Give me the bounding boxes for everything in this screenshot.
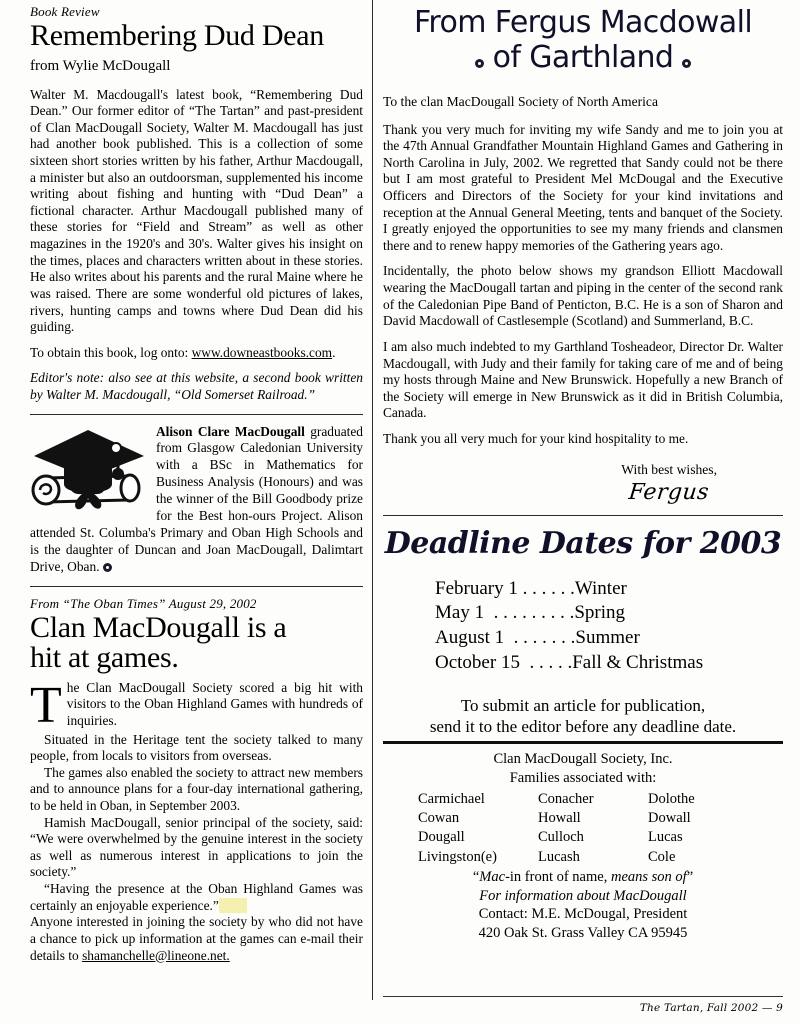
games-paragraph: Hamish MacDougall, senior principal of the society, said: “We were overwhelmed by the genuine interest in the society as well as numerous interest in applications to join the society.” [30, 814, 363, 880]
deadline-list [435, 577, 783, 676]
games-quote-paragraph [30, 881, 363, 914]
article-graduation [30, 424, 363, 576]
family-name: Livingston(e) [418, 848, 497, 865]
book-review-kicker: Book Review [30, 4, 100, 19]
letter-paragraph: Thank you all very much for your kind hospitality to me. [383, 430, 689, 446]
obtain-prefix: To obtain this book, log onto: [30, 344, 192, 360]
divider-after-graduation [30, 586, 363, 587]
mac-meaning-note [383, 868, 783, 887]
society-families-label: Families associated with: [509, 770, 657, 787]
games-headline-line1: Clan MacDougall is a [30, 610, 287, 644]
society-contact-line: Contact: M.E. McDougal, President [478, 906, 688, 923]
book-review-byline: from Wylie McDougall [30, 57, 171, 74]
games-lead-paragraph [30, 676, 363, 734]
mac-word: Mac [479, 868, 506, 885]
family-name: Dowall [648, 810, 691, 827]
deadline-row: October 15 . . . . .Fall & Christmas [435, 651, 704, 673]
letter-signoff: With best wishes, [621, 461, 717, 477]
games-lead-text: he Clan MacDougall Society scored a big hit with visitors to the Oban Highland Games with hundreds of inquiries. [66, 679, 363, 728]
graduation-text-part1: graduated from Glasgow Caledonian University with a BSc in Mathematics for Business Analysis (Honours) and was the winner of the Bill Goodbody prize for the Best hon- [156, 423, 363, 524]
family-name: Lucash [538, 848, 580, 865]
family-name: Cowan [418, 810, 460, 827]
games-headline [30, 610, 363, 675]
deadline-title: Deadline Dates for 2003 [384, 525, 782, 561]
downeastbooks-link[interactable]: www.downeastbooks.com [191, 344, 333, 360]
graduation-cap-diploma-icon [30, 426, 148, 522]
family-name: Lucas [648, 829, 683, 846]
graduation-text-part2: ours Project. Alison attended St. Columba's Primary and Oban High Schools and is the daughter of Duncan and Joan MacDougall, Dalimtart Drive, Oban. [30, 508, 363, 574]
letter-paragraph: I am also much indebted to my Garthland Tosheadeor, Director Dr. Walter Macdougall, with Judy and their family for taking care of me and of being my hosts through Maine and New Brunswick. Hopefully a new Branch of the Society will emerge in New Brunswick as it did in British Columbia, Canada. [383, 338, 783, 421]
games-headline-line2: hit at games. [30, 641, 179, 675]
closing-prefix: Anyone interested in joining the society by who did not have a chance to pick up information at the games can e-mail their details to [30, 914, 363, 963]
mac-note-mid: -in front of name, [505, 868, 611, 885]
letter-signature: Fergus [627, 479, 711, 505]
drop-cap: T [30, 676, 62, 734]
family-name: Dougall [418, 829, 465, 846]
family-name: Cole [648, 848, 676, 865]
article-fergus-letter [383, 6, 783, 505]
submit-line-1: To submit an article for publication, [460, 696, 706, 716]
graduate-name: Alison Clare MacDougall [156, 423, 305, 439]
submit-article-note [383, 695, 783, 737]
deadline-row: May 1 . . . . . . . . .Spring [435, 602, 625, 624]
games-paragraph: The games also enabled the society to attract new members and to announce plans for a four-day international gathering, to be held in Oban, in September 2003. [30, 764, 363, 814]
article-book-review [30, 4, 363, 404]
rosette-ornament-icon [682, 59, 691, 68]
submit-line-2: send it to the editor before any deadline date. [429, 717, 737, 737]
means-son-of: means son of [610, 868, 687, 885]
book-review-headline: Remembering Dud Dean [30, 19, 324, 52]
right-column [383, 0, 783, 1023]
games-source-line: From “The Oban Times” August 29, 2002 [30, 595, 257, 611]
book-review-body: Walter M. Macdougall's latest book, “Remembering Dud Dean.” Our former editor of “The Tartan” and past-president of Clan MacDougall Society, Walter M. Macdougall has just had another book published. This is a collection of some sixteen short stories written by his father, Arthur Macdougall, a minister but also an outdoorsman, supplemented his income writing about fishing and hunting with “Dud Dean” a fictional character. Arthur Macdougall published many of these stories for “Field and Stream” as well as other magazines in the 1920's and 30's. Walter gives his insight on the times, places and characters written about in these stories. He also writes about his parents and the rural Maine where he was raised. There are some wonderful old pictures of lakes, rivers, hunting camps and towns where Dud Dean did his guiding. [30, 86, 363, 335]
deadline-dates-box [383, 526, 783, 738]
games-closing-paragraph [30, 914, 363, 964]
letter-title-line1: From Fergus Macdowall [413, 5, 753, 40]
divider-after-book-review [30, 414, 363, 415]
society-info-line: For information about MacDougall [479, 887, 687, 904]
contact-email-link[interactable]: shamanchelle@lineone.net. [82, 947, 230, 963]
society-address-line: 420 Oak St. Grass Valley CA 95945 [478, 925, 688, 942]
book-review-obtain-line [30, 345, 363, 362]
deadline-row: February 1 . . . . . .Winter [435, 577, 627, 599]
editors-note: Editor's note: also see at this website, a second book written by Walter M. Macdougall, “Old Somerset Railroad.” [30, 370, 363, 402]
quote-close: ” [686, 868, 694, 885]
family-name: Dolothe [648, 791, 695, 808]
family-name: Howall [538, 810, 581, 827]
rosette-ornament-icon [475, 59, 484, 68]
society-block [383, 750, 783, 943]
divider-thick-before-society [383, 741, 783, 744]
quote-open: “ [472, 868, 480, 885]
obtain-suffix: . [332, 344, 336, 360]
society-name: Clan MacDougall Society, Inc. [493, 751, 673, 768]
page-footer: The Tartan, Fall 2002 — 9 [639, 1002, 783, 1014]
society-notes [383, 868, 783, 943]
column-divider [372, 0, 373, 1000]
letter-title-line2 [383, 41, 783, 76]
article-oban-games [30, 596, 363, 965]
games-paragraph: Situated in the Heritage tent the society talked to many people, from locals to visitors from overseas. [30, 731, 363, 764]
letter-paragraph: Thank you very much for inviting my wife Sandy and me to join you at the 47th Annual Grandfather Mountain Highland Games and Gathering in North Carolina in July, 2002. We regretted that Sandy could not be there but I am most grateful to President Mel McDougal and the Executive Officers and Directors of the Society for your kind invitations and reception at the Annual General Meeting, tents and banquet of the Society. I greatly enjoyed the opportunities to see my many friends and clansmen there and to renew happy memories of the Gathering years ago. [383, 121, 783, 253]
families-grid [383, 790, 783, 867]
family-name: Conacher [538, 791, 594, 808]
left-column [30, 0, 363, 1023]
family-name: Culloch [538, 829, 584, 846]
letter-title [383, 6, 783, 76]
rosette-ornament-icon [103, 563, 112, 572]
footer-divider [383, 996, 783, 997]
divider-after-letter [383, 515, 783, 516]
letter-paragraph: Incidentally, the photo below shows my grandson Elliott Macdowall wearing the MacDougall tartan and piping in the center of the second rank of the Caledonian Pipe Band of Penticton, B.C. He is a son of Sharon and David Macdowall of Castlesemple (Scotland) and Summerland, B.C. [383, 263, 783, 329]
letter-title-line2-text: of Garthland [492, 39, 674, 75]
letter-salutation: To the clan MacDougall Society of North America [383, 93, 658, 109]
highlighter-mark [219, 898, 247, 913]
games-quote-text: “Having the presence at the Oban Highland Games was certainly an enjoyable experience.” [30, 881, 363, 913]
deadline-row: August 1 . . . . . . .Summer [435, 626, 640, 648]
family-name: Carmichael [418, 791, 485, 808]
